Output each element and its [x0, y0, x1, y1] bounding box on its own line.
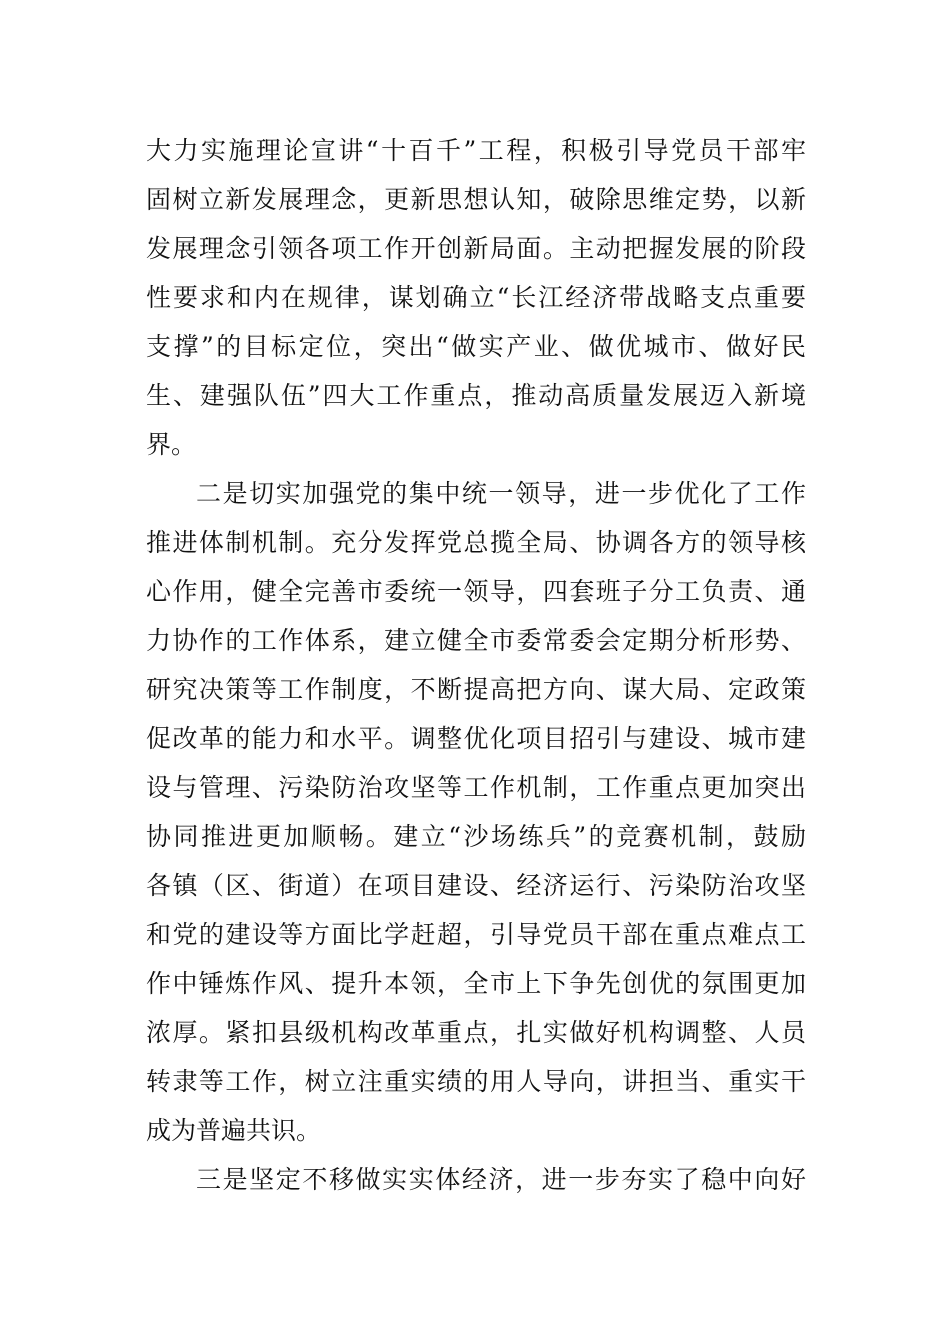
paragraph-first-line: 二是切实加强党的集中统一领导，进一步优化了工作 — [196, 479, 806, 508]
text-line: 转隶等工作，树立注重实绩的用人导向，讲担当、重实干 — [146, 1067, 806, 1096]
text-line: 设与管理、污染防治攻坚等工作机制，工作重点更加突出 — [146, 773, 806, 802]
text-line: 推进体制机制。充分发挥党总揽全局、协调各方的领导核 — [146, 528, 806, 557]
text-line: 心作用，健全完善市委统一领导，四套班子分工负责、通 — [146, 577, 806, 606]
text-line: 支撑”的目标定位，突出“做实产业、做优城市、做好民 — [146, 332, 806, 361]
text-line: 界。 — [146, 430, 197, 459]
text-line: 生、建强队伍”四大工作重点，推动高质量发展迈入新境 — [146, 381, 806, 410]
text-line: 性要求和内在规律，谋划确立“长江经济带战略支点重要 — [146, 283, 806, 312]
text-line: 成为普遍共识。 — [146, 1116, 322, 1145]
text-line: 研究决策等工作制度，不断提高把方向、谋大局、定政策 — [146, 675, 806, 704]
text-line: 作中锤炼作风、提升本领，全市上下争先创优的氛围更加 — [146, 969, 806, 998]
text-line: 各镇（区、街道）在项目建设、经济运行、污染防治攻坚 — [146, 871, 806, 900]
text-line: 发展理念引领各项工作开创新局面。主动把握发展的阶段 — [146, 234, 806, 263]
text-line: 固树立新发展理念，更新思想认知，破除思维定势，以新 — [146, 185, 806, 214]
text-line: 浓厚。紧扣县级机构改革重点，扎实做好机构调整、人员 — [146, 1018, 806, 1047]
text-line: 大力实施理论宣讲“十百千”工程，积极引导党员干部牢 — [146, 136, 806, 165]
text-line: 协同推进更加顺畅。建立“沙场练兵”的竞赛机制，鼓励 — [146, 822, 806, 851]
text-line: 和党的建设等方面比学赶超，引导党员干部在重点难点工 — [146, 920, 806, 949]
text-line: 力协作的工作体系，建立健全市委常委会定期分析形势、 — [146, 626, 806, 655]
paragraph-first-line: 三是坚定不移做实实体经济，进一步夯实了稳中向好 — [196, 1165, 806, 1194]
text-line: 促改革的能力和水平。调整优化项目招引与建设、城市建 — [146, 724, 806, 753]
